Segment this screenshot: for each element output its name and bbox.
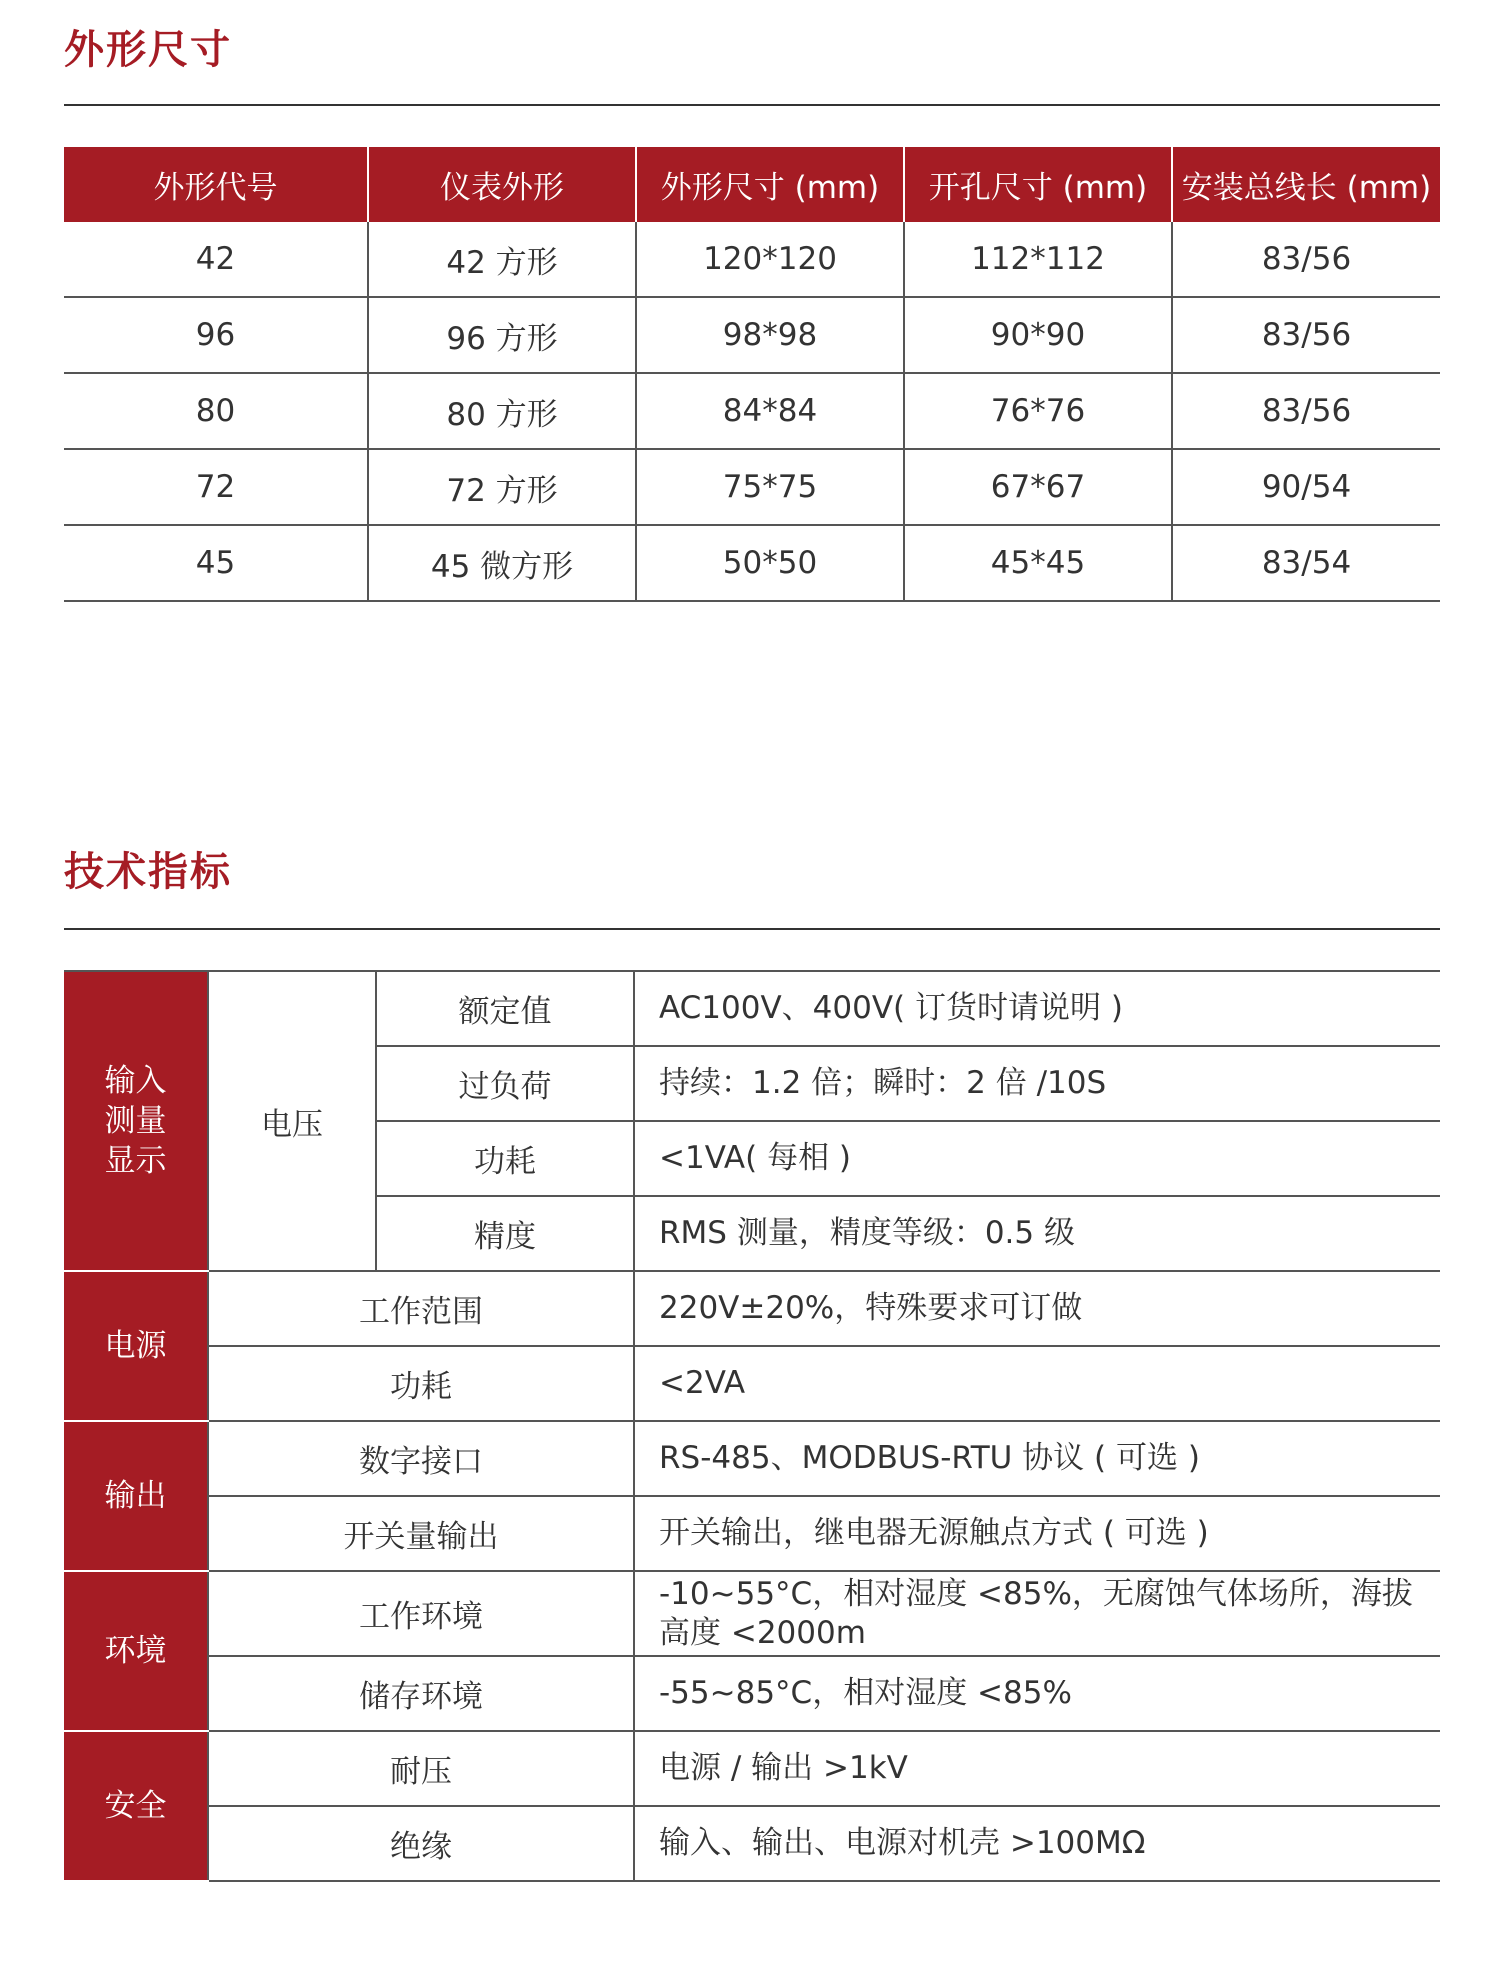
table-row (64, 1571, 1440, 1656)
cell-install-length: 90/54 (1172, 449, 1440, 525)
category-environment: 环境 (64, 1571, 208, 1731)
table-row (64, 1731, 1440, 1806)
category-output: 输出 (64, 1421, 208, 1571)
specs-table (64, 970, 1440, 1882)
param-value: 电源 / 输出 >1kV (634, 1731, 1440, 1806)
table-row (64, 1806, 1440, 1881)
dimensions-title: 外形尺寸 (64, 27, 232, 73)
table-row (64, 525, 1440, 601)
table-row (64, 297, 1440, 373)
category-input-label: 输入测量显示 (104, 1062, 167, 1180)
param-label: 绝缘 (208, 1806, 634, 1881)
cell-cutout-size: 76*76 (904, 373, 1172, 449)
param-label: 过负荷 (376, 1046, 634, 1121)
param-label: 功耗 (376, 1121, 634, 1196)
param-value: 220V±20%，特殊要求可订做 (634, 1271, 1440, 1346)
param-label: 工作环境 (208, 1571, 634, 1656)
header-shape-code: 外形代号 (64, 147, 368, 222)
table-row (64, 1496, 1440, 1571)
cell-cutout-size: 45*45 (904, 525, 1172, 601)
cell-shape-code: 96 (64, 297, 368, 373)
category-input (64, 971, 208, 1271)
header-meter-shape: 仪表外形 (368, 147, 636, 222)
param-value: 开关输出，继电器无源触点方式 ( 可选 ) (634, 1496, 1440, 1571)
dimensions-header-row (64, 147, 1440, 222)
param-label: 储存环境 (208, 1656, 634, 1731)
specs-title: 技术指标 (64, 849, 232, 895)
cell-shape-code: 72 (64, 449, 368, 525)
specs-divider (64, 928, 1440, 930)
cell-install-length: 83/56 (1172, 373, 1440, 449)
subcategory-voltage: 电压 (208, 971, 376, 1271)
table-row (64, 373, 1440, 449)
cell-install-length: 83/56 (1172, 222, 1440, 297)
cell-outline-size: 84*84 (636, 373, 904, 449)
param-value: -10~55°C，相对湿度 <85%，无腐蚀气体场所，海拔高度 <2000m (634, 1571, 1440, 1656)
cell-cutout-size: 112*112 (904, 222, 1172, 297)
param-label: 工作范围 (208, 1271, 634, 1346)
header-install-length: 安装总线长 (mm) (1172, 147, 1440, 222)
cell-meter-shape: 72 方形 (368, 449, 636, 525)
cell-cutout-size: 90*90 (904, 297, 1172, 373)
param-label: 开关量输出 (208, 1496, 634, 1571)
table-row (64, 1346, 1440, 1421)
cell-meter-shape: 80 方形 (368, 373, 636, 449)
header-cutout-size: 开孔尺寸 (mm) (904, 147, 1172, 222)
cell-meter-shape: 45 微方形 (368, 525, 636, 601)
cell-meter-shape: 42 方形 (368, 222, 636, 297)
param-label: 额定值 (376, 971, 634, 1046)
param-value: <1VA( 每相 ) (634, 1121, 1440, 1196)
cell-install-length: 83/54 (1172, 525, 1440, 601)
param-value: AC100V、400V( 订货时请说明 ) (634, 971, 1440, 1046)
cell-outline-size: 50*50 (636, 525, 904, 601)
table-row (64, 449, 1440, 525)
cell-shape-code: 42 (64, 222, 368, 297)
param-value: 持续：1.2 倍；瞬时：2 倍 /10S (634, 1046, 1440, 1121)
table-row (64, 222, 1440, 297)
cell-meter-shape: 96 方形 (368, 297, 636, 373)
param-value: RS-485、MODBUS-RTU 协议 ( 可选 ) (634, 1421, 1440, 1496)
param-value: -55~85°C，相对湿度 <85% (634, 1656, 1440, 1731)
header-outline-size: 外形尺寸 (mm) (636, 147, 904, 222)
table-row (64, 1656, 1440, 1731)
cell-shape-code: 80 (64, 373, 368, 449)
category-power: 电源 (64, 1271, 208, 1421)
param-value: <2VA (634, 1346, 1440, 1421)
cell-cutout-size: 67*67 (904, 449, 1172, 525)
param-value: RMS 测量，精度等级：0.5 级 (634, 1196, 1440, 1271)
param-label: 数字接口 (208, 1421, 634, 1496)
cell-shape-code: 45 (64, 525, 368, 601)
table-row (64, 971, 1440, 1046)
param-label: 耐压 (208, 1731, 634, 1806)
category-safety: 安全 (64, 1731, 208, 1881)
dimensions-table (64, 147, 1440, 602)
cell-outline-size: 98*98 (636, 297, 904, 373)
cell-outline-size: 75*75 (636, 449, 904, 525)
cell-install-length: 83/56 (1172, 297, 1440, 373)
param-value: 输入、输出、电源对机壳 >100MΩ (634, 1806, 1440, 1881)
table-row (64, 1421, 1440, 1496)
table-row (64, 1271, 1440, 1346)
dimensions-divider (64, 104, 1440, 106)
param-label: 精度 (376, 1196, 634, 1271)
param-label: 功耗 (208, 1346, 634, 1421)
cell-outline-size: 120*120 (636, 222, 904, 297)
